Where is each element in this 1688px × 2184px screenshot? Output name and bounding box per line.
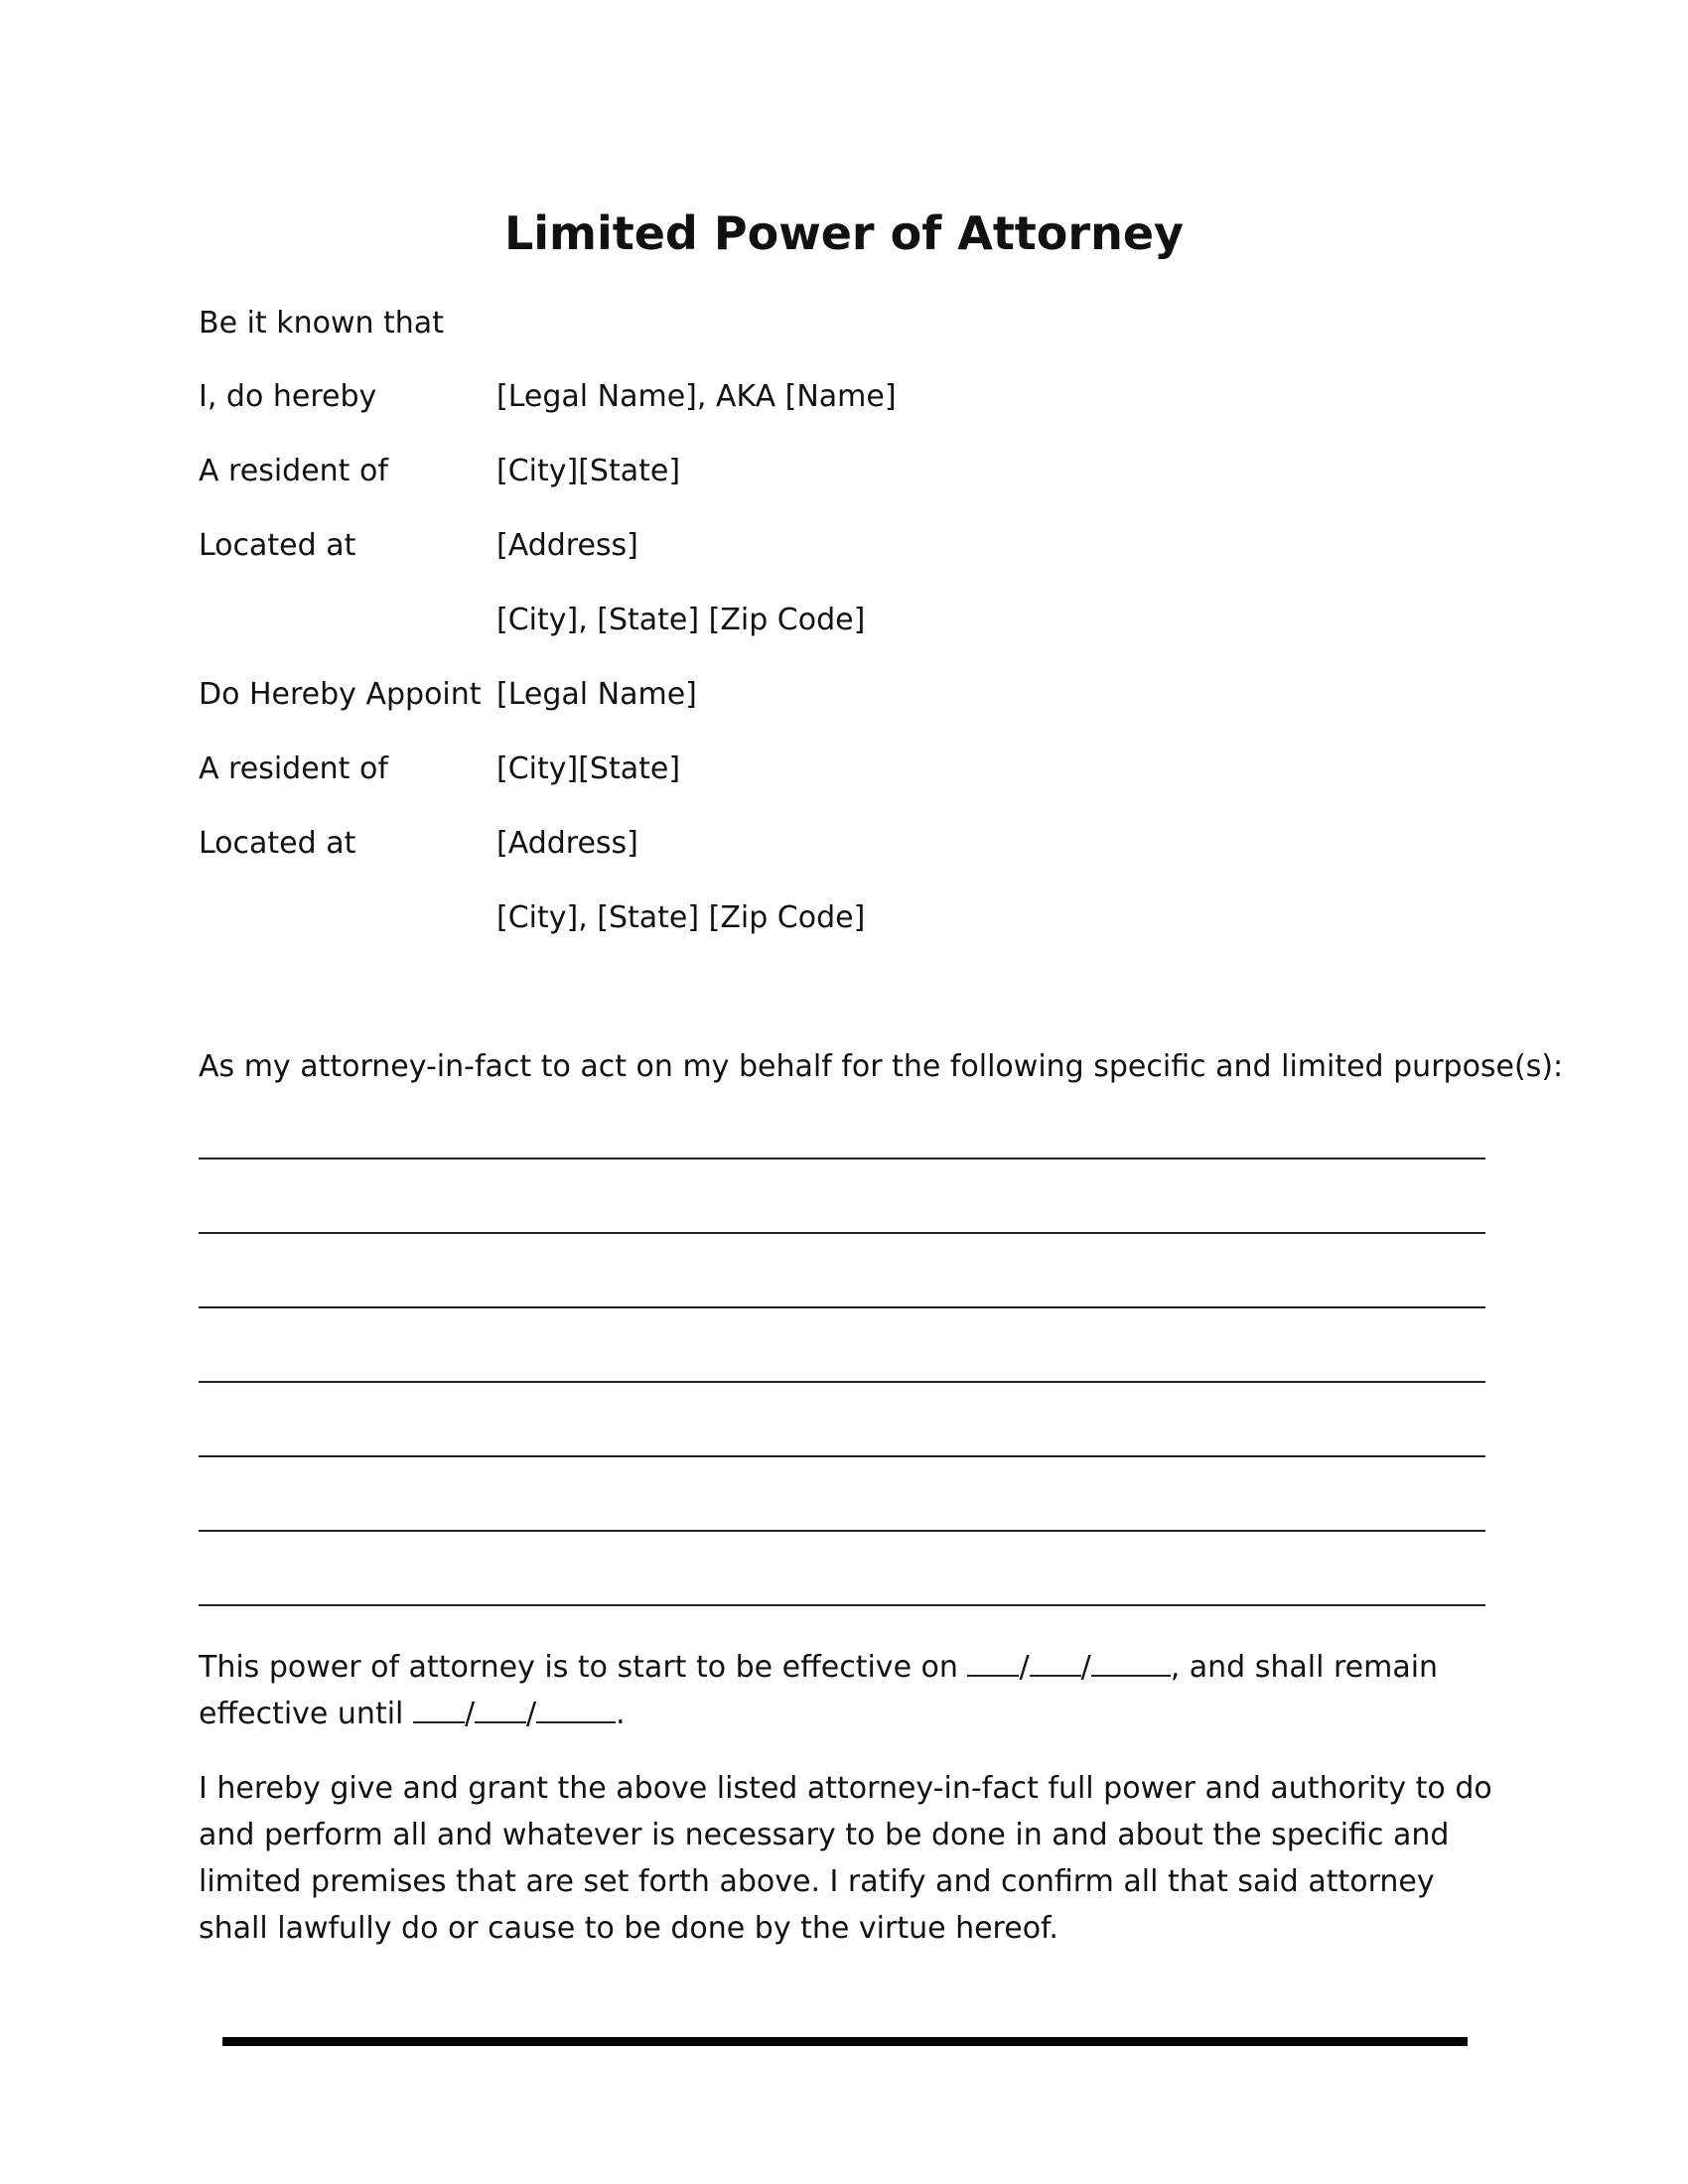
agent-located-label: Located at <box>199 826 356 861</box>
principal-located-label: Located at <box>199 528 356 563</box>
agent-name-field[interactable]: [Legal Name] <box>496 677 697 712</box>
purpose-blank-line[interactable] <box>199 1306 1485 1308</box>
end-year-blank[interactable] <box>536 1696 616 1723</box>
principal-resident-field[interactable]: [City][State] <box>496 454 681 488</box>
document-title: Limited Power of Attorney <box>503 206 1185 260</box>
agent-address-field[interactable]: [Address] <box>496 826 638 861</box>
principal-name-field[interactable]: [Legal Name], AKA [Name] <box>496 379 897 414</box>
date-separator: / <box>1080 1650 1091 1685</box>
agent-resident-field[interactable]: [City][State] <box>496 751 681 786</box>
end-month-blank[interactable] <box>413 1696 465 1723</box>
purpose-blank-line[interactable] <box>199 1381 1485 1383</box>
date-separator: / <box>526 1697 537 1731</box>
effective-end-text: . <box>616 1697 626 1731</box>
start-day-blank[interactable] <box>1030 1649 1081 1677</box>
intro-text: Be it known that <box>199 306 444 341</box>
purpose-blank-line[interactable] <box>199 1158 1485 1160</box>
start-month-blank[interactable] <box>967 1649 1019 1677</box>
principal-resident-label: A resident of <box>199 454 388 488</box>
agent-appoint-label: Do Hereby Appoint <box>199 677 482 712</box>
signature-line[interactable] <box>222 2037 1468 2046</box>
date-separator: / <box>1019 1650 1030 1685</box>
purpose-blank-line[interactable] <box>199 1604 1485 1606</box>
purpose-blank-line[interactable] <box>199 1530 1485 1532</box>
date-separator: / <box>464 1697 476 1731</box>
purpose-blank-line[interactable] <box>199 1455 1485 1457</box>
agent-resident-label: A resident of <box>199 751 388 786</box>
start-year-blank[interactable] <box>1091 1649 1171 1677</box>
end-day-blank[interactable] <box>475 1696 526 1723</box>
purpose-blank-line[interactable] <box>199 1232 1485 1234</box>
principal-city-state-zip-field[interactable]: [City], [State] [Zip Code] <box>496 603 866 637</box>
principal-address-field[interactable]: [Address] <box>496 528 638 563</box>
principal-name-label: I, do hereby <box>199 379 377 414</box>
effective-until-text: effective until <box>199 1697 404 1731</box>
purpose-statement: As my attorney-in-fact to act on my behalf for the following specific and limited purpose(s): <box>199 1049 1564 1084</box>
effective-dates-paragraph <box>199 1644 1489 1737</box>
agent-city-state-zip-field[interactable]: [City], [State] [Zip Code] <box>496 900 866 935</box>
effective-middle-text: , and shall remain <box>1170 1650 1439 1685</box>
effective-start-text: This power of attorney is to start to be effective on <box>199 1650 958 1685</box>
grant-paragraph: I hereby give and grant the above listed attorney-in-fact full power and authority to do and perform all and whatever is necessary to be done in and about the specific and limited premises that are set forth above. I ratify and confirm all that said attorney shall lawfully do or cause to be done by the virtue hereof. <box>199 1771 1492 1946</box>
